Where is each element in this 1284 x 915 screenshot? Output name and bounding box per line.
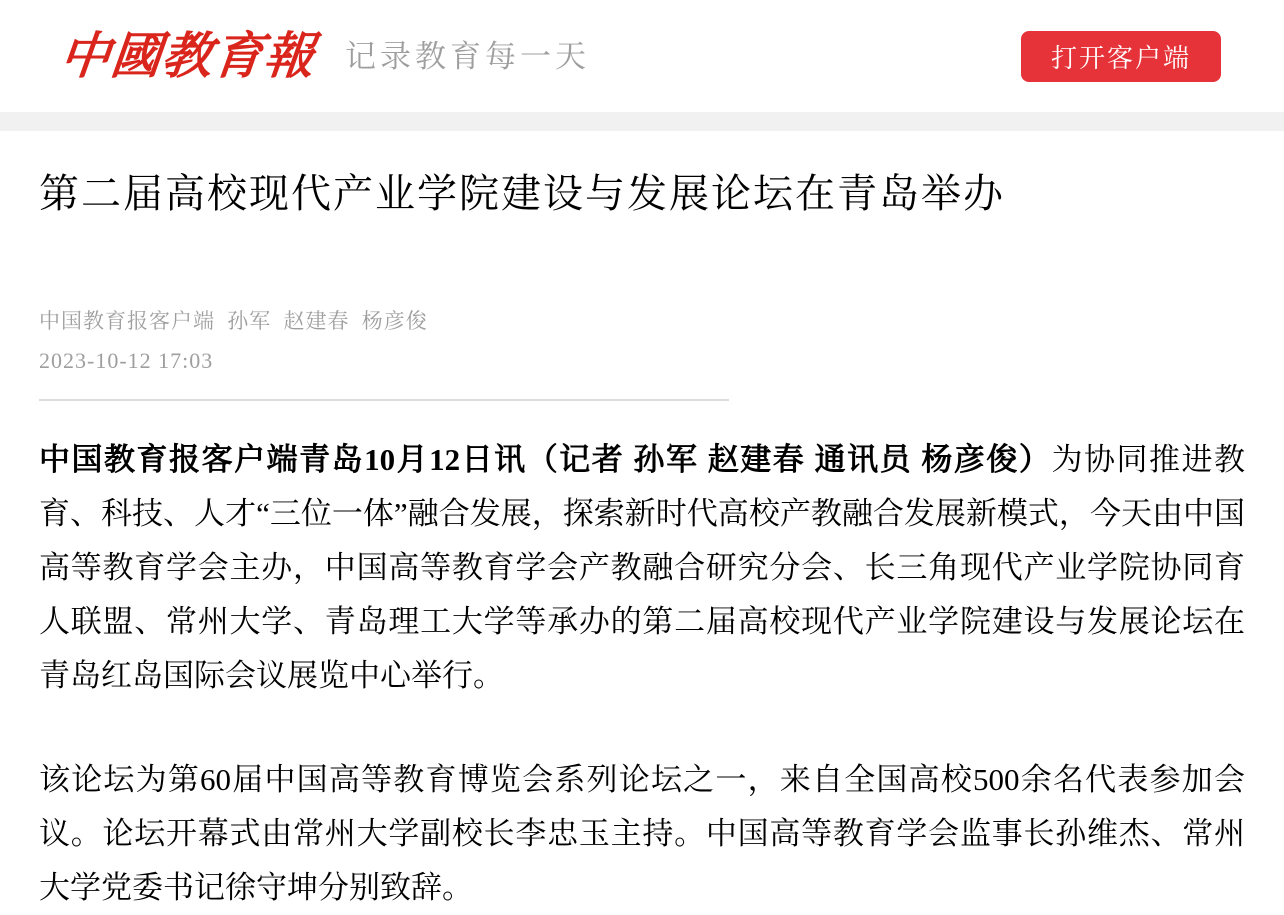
header-divider	[0, 112, 1284, 131]
article-date: 2023-10-12 17:03	[39, 348, 214, 373]
article	[0, 170, 1284, 915]
article-body	[39, 433, 1245, 915]
article-title: 第二届高校现代产业学院建设与发展论坛在青岛举办	[39, 171, 1005, 216]
article-paragraph	[39, 753, 1245, 915]
byline-divider	[39, 399, 729, 401]
paragraph-text: 为协同推进教育、科技、人才“三位一体”融合发展，探索新时代高校产教融合发展新模式，今天由中国高等教育学会主办，中国高等教育学会产教融合研究分会、长三角现代产业学院协同育人联盟、常州大学、青岛理工大学等承办的第二届高校现代产业学院建设与发展论坛在青岛红岛国际会议展览中心举行。	[39, 442, 1246, 693]
paragraph-lead-bold: 中国教育报客户端青岛10月12日讯（记者 孙军 赵建春 通讯员 杨彦俊）	[39, 442, 1052, 477]
page-header	[0, 0, 1284, 112]
paragraph-text: 该论坛为第60届中国高等教育博览会系列论坛之一，来自全国高校500余名代表参加会议。论坛开幕式由常州大学副校长李忠玉主持。中国高等教育学会监事长孙维杰、常州大学党委书记徐守坤分别致辞。	[39, 762, 1245, 905]
open-app-button[interactable]: 打开客户端	[1021, 31, 1221, 82]
brand-logo[interactable]: 中國教育報	[57, 28, 318, 84]
brand-tagline: 记录教育每一天	[345, 38, 590, 74]
article-byline: 中国教育报客户端 孙军 赵建春 杨彦俊	[39, 309, 428, 333]
article-paragraph	[39, 433, 1245, 703]
